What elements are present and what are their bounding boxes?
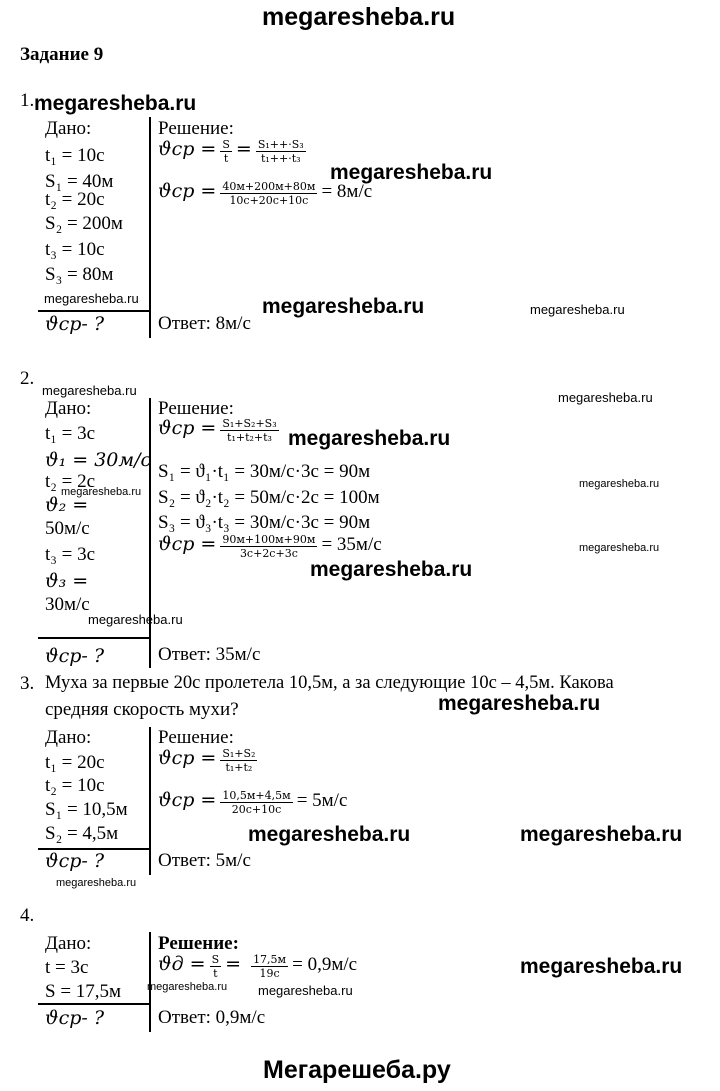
watermark: megaresheba.ru: [61, 486, 142, 498]
fraction: $\frac{S}{t}$: [222, 138, 230, 165]
watermark: megaresheba.ru: [558, 390, 653, 405]
problem-2-v1: ϑ₁ = 30м/с: [45, 449, 152, 471]
site-footer: Мегарешеба.ру: [263, 1056, 451, 1084]
problem-1-t1: t₁ = 10с: [45, 145, 105, 166]
problem-2-find: ϑср- ?: [45, 645, 105, 667]
problem-3-s2: S₂ = 4,5м: [45, 823, 119, 844]
problem-3-t2: t₂ = 10с: [45, 775, 105, 796]
problem-3-formula-1: [158, 747, 257, 774]
problem-2-s3-line: S₃ = ϑ₃·t₃ = 30м/с·3с = 90м: [158, 512, 371, 533]
watermark: megaresheba.ru: [34, 92, 197, 115]
formula-result: = 35м/с: [321, 534, 382, 556]
watermark: megaresheba.ru: [56, 877, 137, 889]
problem-1-formula-2: [158, 180, 372, 207]
problem-1-s2: S₂ = 200м: [45, 213, 123, 234]
problem-3-given-label: Дано:: [45, 727, 92, 748]
problem-2-v3b: 30м/с: [45, 594, 90, 615]
watermark: megaresheba.ru: [42, 383, 137, 398]
problem-1-s1: S₁ = 40м: [45, 171, 114, 192]
fraction: $\frac{\text{S₁++·S₃}}{\text{t₁++·t₃}}$: [257, 138, 304, 165]
problem-1-divider: [149, 117, 151, 338]
problem-3-answer: Ответ: 5м/с: [158, 850, 251, 871]
problem-4-s: S = 17,5м: [45, 981, 122, 1002]
fraction: $\frac{90м+100м+90м}{3с+2с+3с}$: [222, 533, 316, 560]
problem-1-s3: S₃ = 80м: [45, 264, 114, 285]
problem-3-number: 3.: [20, 673, 35, 694]
task-title: Задание 9: [20, 44, 104, 65]
problem-4-given-rule: [38, 1003, 150, 1005]
problem-4-given-label: Дано:: [45, 933, 92, 954]
fraction: $\frac{10,5м+4,5м}{20с+10с}$: [222, 789, 291, 816]
watermark: megaresheba.ru: [438, 692, 601, 715]
problem-2-divider: [149, 398, 151, 668]
problem-4-solution-label: Решение:: [158, 933, 239, 954]
problem-2-s1-line: S₁ = ϑ₁·t₁ = 30м/с·3с = 90м: [158, 461, 371, 482]
problem-1-t2: t₂ = 20с: [45, 189, 105, 210]
problem-2-v3a: ϑ₃ =: [45, 570, 89, 592]
formula-result: = 5м/с: [296, 790, 348, 812]
problem-1-given-rule: [38, 310, 150, 312]
formula-lhs: ϑд =: [158, 953, 206, 976]
formula-result: = 8м/с: [321, 181, 373, 203]
formula-lhs: ϑср =: [158, 138, 217, 161]
problem-2-v2a: ϑ₂ =: [45, 494, 89, 516]
watermark: megaresheba.ru: [44, 291, 139, 306]
problem-3-statement-line2: средняя скорость мухи?: [45, 699, 239, 720]
problem-2-solution-label: Решение:: [158, 398, 234, 419]
problem-2-t3: t₃ = 3с: [45, 544, 96, 565]
problem-4-number: 4.: [20, 905, 35, 926]
problem-4-find: ϑср- ?: [45, 1007, 105, 1029]
problem-2-answer: Ответ: 35м/с: [158, 644, 261, 665]
problem-2-s2-line: S₂ = ϑ₂·t₂ = 50м/с·2с = 100м: [158, 487, 380, 508]
problem-2-v2b: 50м/с: [45, 518, 90, 539]
problem-3-divider: [149, 727, 151, 875]
problem-4-t: t = 3с: [45, 957, 89, 978]
fraction: $\frac{\text{S₁+S₂+S₃}}{\text{t₁+t₂+t₃}}$: [222, 417, 277, 444]
formula-lhs: ϑср =: [158, 180, 217, 203]
problem-3-t1: t₁ = 20с: [45, 752, 105, 773]
problem-1-answer: Ответ: 8м/с: [158, 313, 251, 334]
watermark: megaresheba.ru: [520, 955, 683, 978]
problem-3-formula-2: [158, 789, 347, 816]
formula-lhs: ϑср =: [158, 417, 217, 440]
problem-2-given-rule: [38, 637, 150, 639]
problem-2-formula-2: [158, 533, 382, 560]
problem-1-solution-label: Решение:: [158, 118, 234, 139]
watermark: megaresheba.ru: [248, 823, 411, 846]
watermark: megaresheba.ru: [579, 478, 660, 490]
fraction: $\frac{17,5м}{19с}$: [253, 953, 287, 980]
problem-1-t3: t₃ = 10с: [45, 239, 105, 260]
watermark: megaresheba.ru: [310, 558, 473, 581]
problem-1-number: 1.: [20, 90, 35, 111]
problem-4-answer: Ответ: 0,9м/с: [158, 1007, 266, 1028]
watermark: megaresheba.ru: [530, 302, 625, 317]
watermark: megaresheba.ru: [579, 542, 660, 554]
problem-1-formula-1: ϑср = $\frac{S}{t}$ = $\frac{\text{S₁++·S₃}}{\text{t₁++·t₃}}$: [158, 138, 304, 165]
formula-lhs: ϑср =: [158, 533, 217, 556]
problem-2-t2: t₂ = 2с: [45, 471, 96, 492]
problem-3-find: ϑср- ?: [45, 850, 105, 872]
problem-2-given-label: Дано:: [45, 398, 92, 419]
formula-lhs: ϑср =: [158, 747, 217, 770]
watermark: megaresheba.ru: [88, 612, 183, 627]
watermark: megaresheba.ru: [258, 983, 353, 998]
fraction: $\frac{\text{S₁+S₂}}{\text{t₁+t₂}}$: [222, 747, 256, 774]
problem-3-statement-line1: Муха за первые 20с пролетела 10,5м, а за следующие 10с – 4,5м. Какова: [45, 673, 614, 693]
formula-result: = 0,9м/с: [292, 954, 358, 976]
watermark: megaresheba.ru: [288, 427, 451, 450]
formula-lhs: ϑср =: [158, 789, 217, 812]
problem-1-given-label: Дано:: [45, 118, 92, 139]
watermark: megaresheba.ru: [147, 981, 228, 993]
problem-4-formula: ϑд = $\frac{S}{t}$ = $\frac{17,5м}{19с}$ = 0,9м/с: [158, 953, 358, 980]
problem-2-t1: t₁ = 3с: [45, 423, 96, 444]
watermark: megaresheba.ru: [330, 161, 493, 184]
watermark: megaresheba.ru: [262, 295, 425, 318]
site-header: megaresheba.ru: [262, 3, 456, 31]
problem-1-find: ϑср- ?: [45, 313, 105, 335]
fraction: $\frac{40м+200м+80м}{10с+20с+10с}$: [222, 180, 316, 207]
problem-2-formula-1: [158, 417, 279, 444]
problem-3-s1: S₁ = 10,5м: [45, 799, 128, 820]
fraction: $\frac{S}{t}$: [211, 953, 220, 980]
problem-3-solution-label: Решение:: [158, 727, 234, 748]
problem-2-number: 2.: [20, 368, 35, 389]
watermark: megaresheba.ru: [520, 823, 683, 846]
